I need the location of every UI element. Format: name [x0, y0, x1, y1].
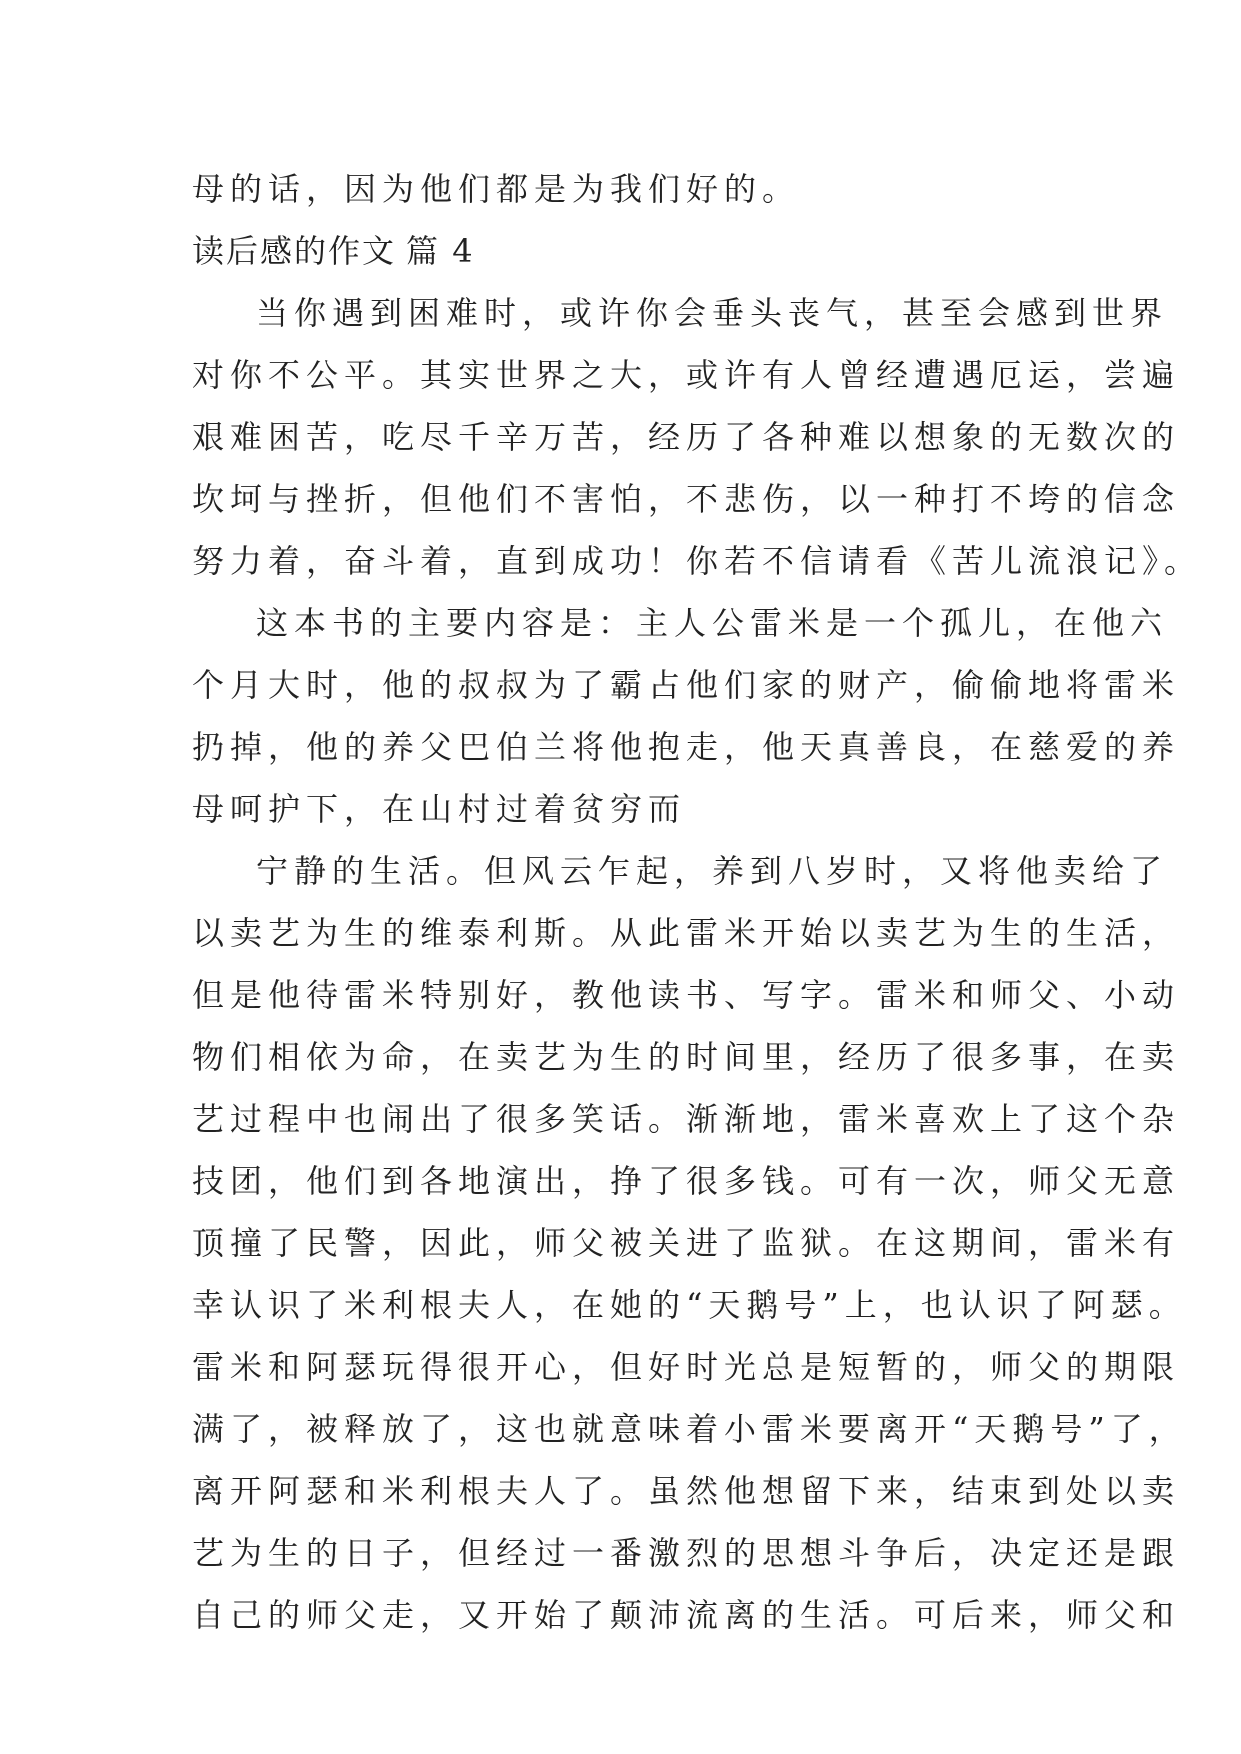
paragraph-line: 努力着，奋斗着，直到成功！你若不信请看《苦儿流浪记》。	[192, 542, 1203, 580]
section-heading	[192, 220, 1072, 282]
document-body	[192, 158, 1203, 1646]
heading-title: 读后感的作文	[192, 232, 397, 270]
paragraph-line: 顶撞了民警，因此，师父被关进了监狱。在这期间，雷米有	[192, 1224, 1181, 1262]
paragraph-line: 扔掉，他的养父巴伯兰将他抱走，他天真善良，在慈爱的养	[192, 728, 1181, 766]
paragraph-line: 物们相依为命，在卖艺为生的时间里，经历了很多事，在卖	[192, 1038, 1181, 1076]
paragraph-line: 满了，被释放了，这也就意味着小雷米要离开“天鹅号”了，	[192, 1410, 1187, 1448]
paragraph-1	[192, 282, 1203, 592]
paragraph-line: 技团，他们到各地演出，挣了很多钱。可有一次，师父无意	[192, 1162, 1181, 1200]
paragraph-line: 艺为生的日子，但经过一番激烈的思想斗争后，决定还是跟	[192, 1534, 1181, 1572]
paragraph-line: 母呵护下，在山村过着贫穷而	[192, 790, 687, 828]
paragraph-2	[192, 592, 1181, 840]
paragraph-line: 个月大时，他的叔叔为了霸占他们家的财产，偷偷地将雷米	[192, 666, 1181, 704]
heading-section-number: 篇 4	[406, 232, 475, 270]
paragraph-line: 宁静的生活。但风云乍起，养到八岁时，又将他卖给了	[256, 852, 1169, 890]
paragraph-line: 幸认识了米利根夫人，在她的“天鹅号”上，也认识了阿瑟。	[192, 1286, 1187, 1324]
continuation-line: 母的话，因为他们都是为我们好的。	[192, 170, 801, 208]
paragraph-line: 以卖艺为生的维泰利斯。从此雷米开始以卖艺为生的生活，	[192, 914, 1181, 952]
paragraph-line: 离开阿瑟和米利根夫人了。虽然他想留下来，结束到处以卖	[192, 1472, 1181, 1510]
paragraph-line: 自己的师父走，又开始了颠沛流离的生活。可后来，师父和	[192, 1596, 1181, 1634]
paragraph-line: 对你不公平。其实世界之大，或许有人曾经遭遇厄运，尝遍	[192, 356, 1181, 394]
paragraph-line: 艺过程中也闹出了很多笑话。渐渐地，雷米喜欢上了这个杂	[192, 1100, 1181, 1138]
paragraph-line: 这本书的主要内容是：主人公雷米是一个孤儿，在他六	[256, 604, 1169, 642]
paragraph-line: 艰难困苦，吃尽千辛万苦，经历了各种难以想象的无数次的	[192, 418, 1181, 456]
paragraph-line: 但是他待雷米特别好，教他读书、写字。雷米和师父、小动	[192, 976, 1181, 1014]
paragraph-line: 当你遇到困难时，或许你会垂头丧气，甚至会感到世界	[256, 294, 1169, 332]
paragraph-line: 雷米和阿瑟玩得很开心，但好时光总是短暂的，师父的期限	[192, 1348, 1181, 1386]
paragraph-3	[192, 840, 1187, 1646]
paragraph-line: 坎坷与挫折，但他们不害怕，不悲伤，以一种打不垮的信念	[192, 480, 1181, 518]
